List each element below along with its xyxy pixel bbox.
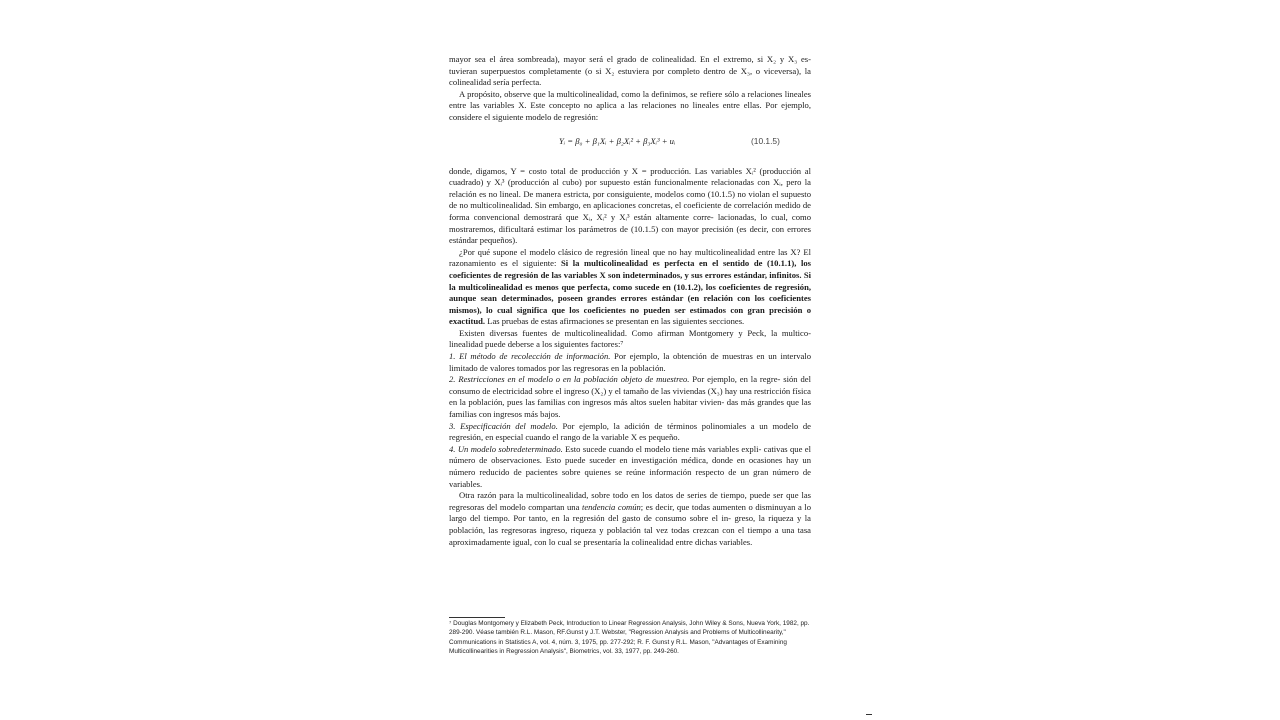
list-item [449,444,811,490]
paragraph-6 [449,490,811,548]
footnote-divider [449,617,505,618]
list-item [449,374,811,420]
paragraph-4-bold: Si la multicolinealidad es perfecta en el sentido de (10.1.1), los coeficientes de regresión de las variables X son indeterminados, y sus errores estándar, infinitos. Si la multicolinealidad es menos que perfecta, como sucede en (10.1.2), los coeficientes de regresión, aunque sean determinados, poseen grandes errores estándar (en relación con los coeficientes mismos), lo cual significa que los coeficientes no pueden ser estimados con gran precisión o exactitud. [449,258,811,327]
paragraph-6-start: Otra razón para la multicolinealidad, sobre todo en los datos de series de tiempo, puede ser que las regresoras del modelo compartan una [449,490,811,512]
paragraph-3: donde, digamos, Y = costo total de producción y X = producción. Las variables Xᵢ² (producción al cuadrado) y Xᵢ³ (producción al cubo) por supuesto están funcionalmente relacionadas con Xᵢ, pero la relación es no lineal. De manera estricta, por consiguiente, modelos como (10.1.5) no violan el supuesto de no multicolinealidad. Sin embargo, en aplicaciones concretas, el coeficiente de correlación medido de forma convencional demostrará que Xᵢ, Xᵢ² y Xᵢ³ están altamente corre- lacionadas, lo cual, como mostraremos, dificultará estimar los parámetros de (10.1.5) con mayor precisión (es decir, con errores estándar pequeños). [449,165,811,246]
list-item-text: Por ejemplo, en la regre- sión del consumo de electricidad sobre el ingreso (X₂) y el tamaño de las viviendas (X₃) hay una restricción física en la población, pues las familias con ingresos más altos suelen habitar vivien- das más grandes que las familias con ingresos más bajos. [449,374,811,420]
page-corner-mark [866,714,872,715]
list-item-lead: 1. El método de recolección de información. [449,351,611,362]
list-item [449,421,811,444]
list-item-text: Por ejemplo, la obtención de muestras en un intervalo limitado de valores tomados por las regresoras en la población. [449,351,811,373]
list-item-text: Por ejemplo, la adición de términos polinomiales a un modelo de regresión, en especial cuando el rango de la variable X es pequeño. [449,420,811,443]
paragraph-4-end: Las pruebas de estas afirmaciones se presentan en las siguientes secciones. [485,316,745,327]
paragraph-2: A propósito, observe que la multicolinealidad, como la definimos, se refiere sólo a relaciones lineales entre las variables X. Este concepto no aplica a las relaciones no lineales entre ellas. Por ejemplo, considere el siguiente modelo de regresión: [449,88,811,122]
list-item-lead: 2. Restricciones en el modelo o en la población objeto de muestreo. [449,374,690,385]
paragraph-6-end: ; es decir, que todas aumenten o disminuyan a lo largo del tiempo. Por tanto, en la regresión del gasto de consumo sobre el in- greso, la riqueza y la población, las regresoras ingreso, riqueza y población tal vez todas crezcan con el tiempo a una tasa aproximadamente igual, con lo cual se presentaría la colinealidad entre dichas variables. [449,501,811,547]
list-item [449,351,811,374]
equation: Yᵢ = β₀ + β₁Xᵢ + β₂Xᵢ² + β₃Xᵢ³ + uᵢ [559,135,676,146]
list-item-text: Esto sucede cuando el modelo tiene más variables expli- cativas que el número de observaciones. Esto puede suceder en investigación médica, donde en ocasiones hay un número reducido de pacientes sobre quienes se reúne información respecto de un gran número de variables. [449,443,812,489]
equation-block [449,136,811,152]
paragraph-6-italic: tendencia común [581,501,641,512]
paragraph-4 [449,247,811,328]
equation-number: (10.1.5) [751,135,780,146]
document-page [449,54,811,548]
paragraph-1: mayor sea el área sombreada), mayor será el grado de colinealidad. En el extremo, si X₂ y X₃ es- tuvieran superpuestos completamente (o si X₂ estuviera por completo dentro de X₃, o viceversa), la colinealidad sería perfecta. [449,54,811,88]
list-item-lead: 3. Especificación del modelo. [449,420,558,431]
paragraph-4-start: ¿Por qué supone el modelo clásico de regresión lineal que no hay multicolinealidad entre las X? El razonamiento es el siguiente: [449,246,811,269]
footnote: ⁷ Douglas Montgomery y Elizabeth Peck, Introduction to Linear Regression Analysis, John Wiley & Sons, Nueva York, 1982, pp. 289-290. Véase también R.L. Mason, RF.Gunst y J.T. Webster, "Regression Analysis and Problems of Multicollinearity," Communications in Statistics A, vol. 4, núm. 3, 1975, pp. 277-292; R. F. Gunst y R.L. Mason, "Advantages of Examining Multicollinearities in Regression Analysis", Biometrics, vol. 33, 1977, pp. 249-260. [449,620,810,656]
list-item-lead: 4. Un modelo sobredeterminado. [449,443,563,454]
paragraph-5: Existen diversas fuentes de multicolinealidad. Como afirman Montgomery y Peck, la multico- linealidad puede deberse a los siguientes factores:⁷ [449,327,811,350]
